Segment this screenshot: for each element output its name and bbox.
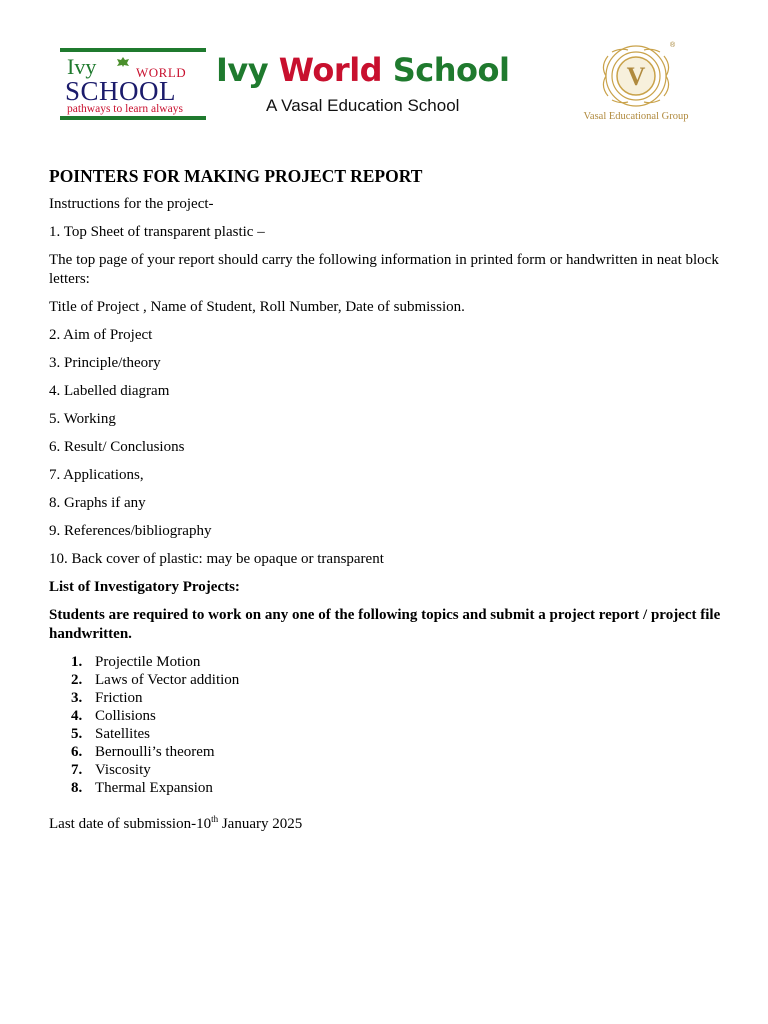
school-name-world: World	[278, 51, 383, 89]
logo-top-bar	[60, 48, 206, 52]
pointer-item: 7. Applications,	[49, 467, 144, 483]
pointer-item: 2. Aim of Project	[49, 327, 153, 343]
topic-number: 1.	[71, 654, 83, 670]
project-topics-list	[49, 653, 729, 797]
logo-school-text: SCHOOL	[65, 76, 177, 106]
school-subtitle: A Vasal Education School	[266, 96, 460, 115]
logo-bottom-bar	[60, 116, 206, 120]
topic-label: Viscosity	[95, 762, 151, 778]
topic-label: Projectile Motion	[95, 654, 201, 670]
registered-mark: ®	[670, 42, 676, 49]
topic-item	[49, 725, 729, 743]
topic-label: Laws of Vector addition	[95, 672, 240, 688]
pointer-item: 9. References/bibliography	[49, 523, 212, 539]
topic-number: 4.	[71, 708, 83, 724]
pointer-item: 6. Result/ Conclusions	[49, 439, 185, 455]
topic-item	[49, 689, 729, 707]
topic-label: Bernoulli’s theorem	[95, 744, 215, 760]
pointer-item-1: 1. Top Sheet of transparent plastic –	[49, 224, 265, 240]
topic-item	[49, 653, 729, 671]
projects-heading: List of Investigatory Projects:	[49, 579, 240, 595]
vasal-emblem-icon	[590, 42, 682, 110]
pointer-item: 10. Back cover of plastic: may be opaque or transparent	[49, 551, 384, 567]
projects-instruction: Students are required to work on any one of the following topics and submit a project report / project file handwritten.	[49, 607, 721, 642]
topic-item	[49, 779, 729, 797]
topic-item	[49, 707, 729, 725]
deadline-suffix: January 2025	[218, 816, 303, 832]
pointer-item-1-fields: Title of Project , Name of Student, Roll Number, Date of submission.	[49, 299, 465, 315]
pointer-item: 8. Graphs if any	[49, 495, 146, 511]
topic-number: 6.	[71, 744, 83, 760]
ivy-leaf-icon	[116, 56, 130, 68]
logo-world-text: WORLD	[136, 65, 187, 80]
instructions-intro: Instructions for the project-	[49, 196, 214, 212]
school-brand	[216, 50, 566, 122]
topic-item	[49, 761, 729, 779]
deadline-superscript: th	[211, 814, 219, 824]
submission-deadline	[49, 815, 729, 834]
pointer-item-1-detail: The top page of your report should carry the following information in printed form or handwritten in neat block letters:	[49, 252, 719, 287]
topic-number: 5.	[71, 726, 83, 742]
topic-label: Thermal Expansion	[95, 780, 213, 796]
logo-ivy-text: Ivy	[67, 54, 97, 79]
document-body	[49, 165, 729, 834]
logo-tagline: pathways to learn always	[67, 103, 183, 115]
school-name	[216, 50, 509, 90]
vasal-emblem-letter: V	[626, 62, 646, 91]
vasal-group-logo	[574, 42, 698, 126]
deadline-prefix: Last date of submission-10	[49, 816, 212, 832]
topic-number: 7.	[71, 762, 83, 778]
topic-label: Friction	[95, 690, 143, 706]
school-name-school: School	[392, 51, 510, 89]
topic-number: 8.	[71, 780, 83, 796]
vasal-group-name: Vasal Educational Group	[583, 111, 689, 122]
pointer-item: 3. Principle/theory	[49, 355, 161, 371]
topic-label: Satellites	[95, 726, 150, 742]
topic-item	[49, 671, 729, 689]
pointer-item: 5. Working	[49, 411, 116, 427]
ivy-world-school-logo	[60, 48, 206, 122]
pointer-item: 4. Labelled diagram	[49, 383, 170, 399]
letterhead	[0, 0, 768, 140]
topic-number: 3.	[71, 690, 83, 706]
topic-label: Collisions	[95, 708, 156, 724]
document-title: POINTERS FOR MAKING PROJECT REPORT	[49, 166, 423, 186]
school-name-ivy: Ivy	[216, 51, 269, 89]
topic-number: 2.	[71, 672, 83, 688]
topic-item	[49, 743, 729, 761]
